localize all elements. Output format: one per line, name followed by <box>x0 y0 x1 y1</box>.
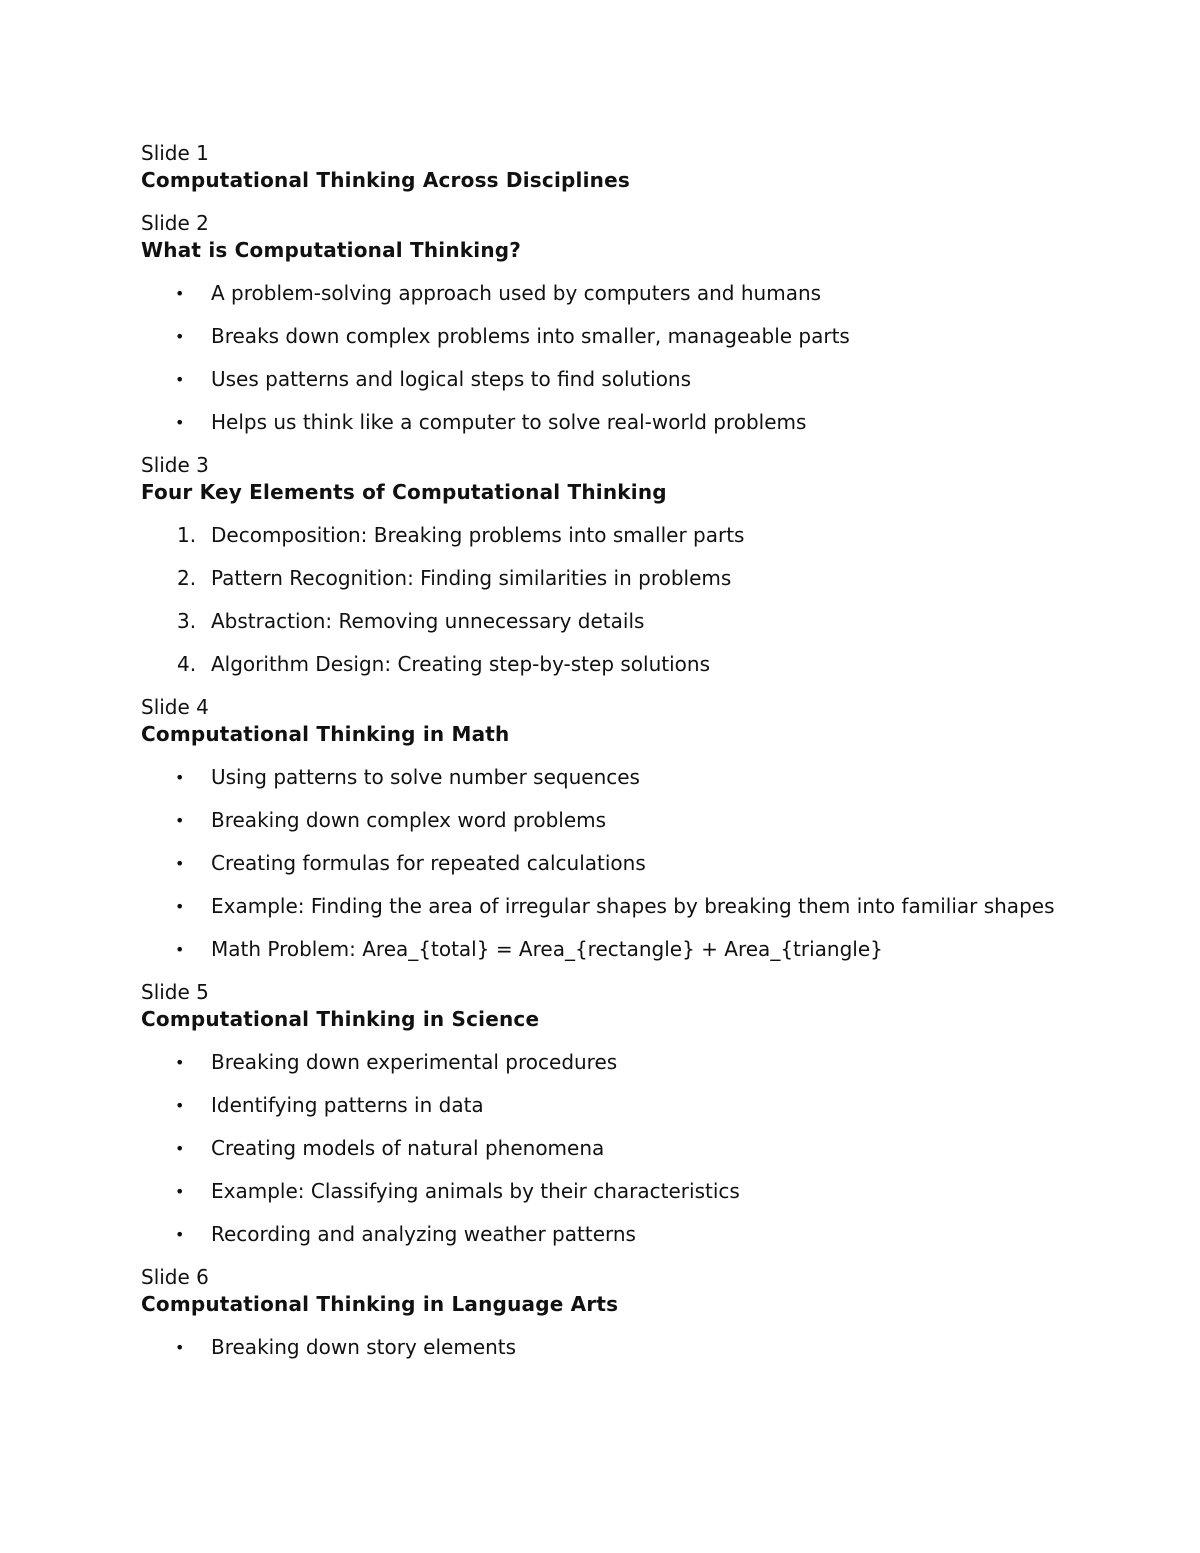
list-item-text: Uses patterns and logical steps to find solutions <box>211 367 692 391</box>
list-item <box>141 1221 1061 1248</box>
list-item-text: Example: Classifying animals by their characteristics <box>211 1179 740 1203</box>
bullet-icon: • <box>175 1053 185 1072</box>
list-item-text: Example: Finding the area of irregular shapes by breaking them into familiar shapes <box>211 894 1055 918</box>
list-item <box>141 651 1061 678</box>
slide-title: Computational Thinking Across Disciplines <box>141 168 630 192</box>
list-item <box>141 764 1061 791</box>
bullet-icon: • <box>175 940 185 959</box>
list-item-text: Abstraction: Removing unnecessary details <box>211 609 645 633</box>
bullet-icon: • <box>175 1096 185 1115</box>
bullet-icon: • <box>175 811 185 830</box>
list-number: 3. <box>177 609 197 633</box>
list-item-text: Breaking down complex word problems <box>211 808 607 832</box>
slide-label: Slide 2 <box>141 211 209 235</box>
bullet-icon: • <box>175 1225 185 1244</box>
list-item-text: Helps us think like a computer to solve real-world problems <box>211 410 807 434</box>
list-item-text: Recording and analyzing weather patterns <box>211 1222 636 1246</box>
list-item-text: Breaking down experimental procedures <box>211 1050 618 1074</box>
slide-label: Slide 4 <box>141 695 209 719</box>
list-item <box>141 1135 1061 1162</box>
bullet-list <box>141 1049 1061 1248</box>
list-item <box>141 565 1061 592</box>
slide-section-6 <box>141 1264 1061 1361</box>
slide-section-1 <box>141 140 1061 194</box>
slide-section-2 <box>141 210 1061 436</box>
list-number: 4. <box>177 652 197 676</box>
list-item-text: Creating models of natural phenomena <box>211 1136 605 1160</box>
slide-section-5 <box>141 979 1061 1248</box>
list-item-text: Math Problem: Area_{total} = Area_{rectangle} + Area_{triangle} <box>211 937 883 961</box>
list-item <box>141 807 1061 834</box>
slide-title: Computational Thinking in Science <box>141 1007 540 1031</box>
slide-label: Slide 6 <box>141 1265 209 1289</box>
slide-title: What is Computational Thinking? <box>141 238 522 262</box>
list-item <box>141 1178 1061 1205</box>
list-item <box>141 409 1061 436</box>
list-item-text: Identifying patterns in data <box>211 1093 484 1117</box>
list-item <box>141 366 1061 393</box>
bullet-list <box>141 1334 1061 1361</box>
list-item <box>141 608 1061 635</box>
list-item-text: Decomposition: Breaking problems into smaller parts <box>211 523 745 547</box>
slide-label: Slide 3 <box>141 453 209 477</box>
list-item-text: Using patterns to solve number sequences <box>211 765 640 789</box>
list-item-text: Creating formulas for repeated calculations <box>211 851 646 875</box>
list-item <box>141 522 1061 549</box>
bullet-icon: • <box>175 327 185 346</box>
bullet-icon: • <box>175 413 185 432</box>
bullet-icon: • <box>175 370 185 389</box>
list-item-text: Algorithm Design: Creating step-by-step solutions <box>211 652 711 676</box>
numbered-list <box>141 522 1061 678</box>
slide-label: Slide 5 <box>141 980 209 1004</box>
list-item <box>141 280 1061 307</box>
list-item <box>141 893 1061 920</box>
list-item-text: A problem-solving approach used by computers and humans <box>211 281 822 305</box>
bullet-icon: • <box>175 897 185 916</box>
list-item <box>141 1092 1061 1119</box>
bullet-icon: • <box>175 1139 185 1158</box>
list-item <box>141 850 1061 877</box>
bullet-icon: • <box>175 284 185 303</box>
list-item <box>141 1049 1061 1076</box>
bullet-icon: • <box>175 768 185 787</box>
list-item-text: Breaks down complex problems into smaller, manageable parts <box>211 324 850 348</box>
slide-title: Four Key Elements of Computational Thinking <box>141 480 667 504</box>
slide-title: Computational Thinking in Math <box>141 722 510 746</box>
bullet-list <box>141 280 1061 436</box>
slide-title: Computational Thinking in Language Arts <box>141 1292 619 1316</box>
slide-section-3 <box>141 452 1061 678</box>
list-item <box>141 1334 1061 1361</box>
list-number: 1. <box>177 523 197 547</box>
slide-label: Slide 1 <box>141 141 209 165</box>
bullet-icon: • <box>175 854 185 873</box>
bullet-icon: • <box>175 1338 185 1357</box>
bullet-list <box>141 764 1061 963</box>
list-item-text: Pattern Recognition: Finding similarities in problems <box>211 566 732 590</box>
bullet-icon: • <box>175 1182 185 1201</box>
list-item-text: Breaking down story elements <box>211 1335 517 1359</box>
list-number: 2. <box>177 566 197 590</box>
list-item <box>141 936 1061 963</box>
list-item <box>141 323 1061 350</box>
slide-section-4 <box>141 694 1061 963</box>
document-page <box>141 140 1061 1377</box>
